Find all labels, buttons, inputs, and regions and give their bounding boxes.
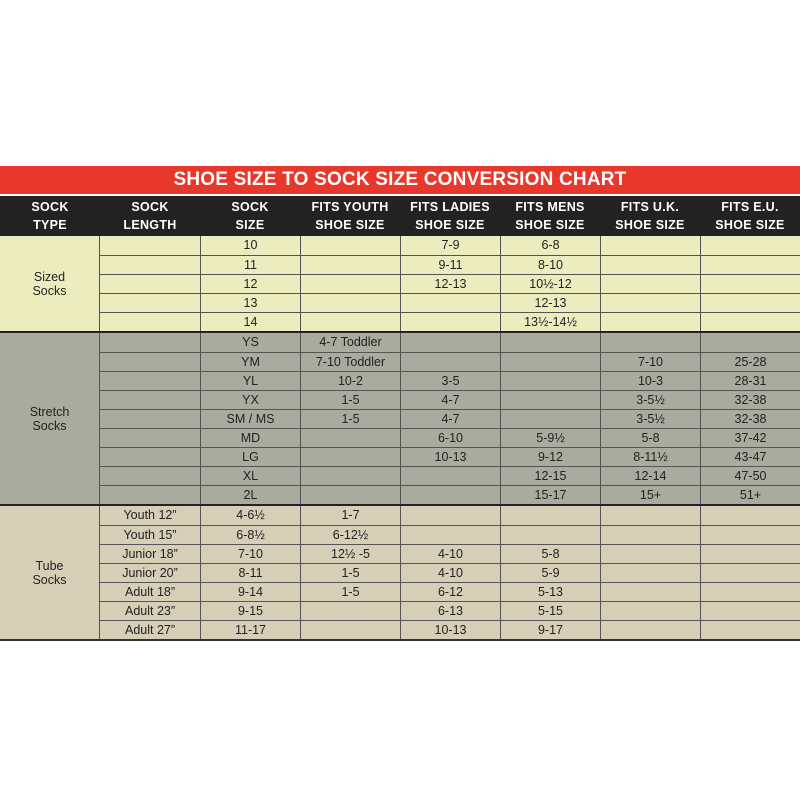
table-cell	[700, 564, 800, 582]
header-label: SHOE SIZE	[415, 218, 485, 232]
sock-type-label: Sized	[33, 269, 66, 284]
table-cell: 9-12	[500, 448, 600, 466]
header-row	[0, 196, 800, 236]
table-cell: 28-31	[700, 372, 800, 390]
header-cell	[200, 196, 300, 236]
table-row	[100, 620, 800, 639]
table-cell	[600, 275, 700, 293]
header-label: LENGTH	[123, 218, 177, 232]
table-cell	[300, 294, 400, 312]
table-cell: 10½-12	[500, 275, 600, 293]
table-cell: 15-17	[500, 486, 600, 504]
table-cell: Youth 12”	[123, 508, 177, 522]
table-cell: 9-15	[200, 602, 300, 620]
table-cell	[100, 275, 200, 293]
table-cell: MD	[200, 429, 300, 447]
table-cell: 15+	[600, 486, 700, 504]
table-row	[100, 255, 800, 274]
table-cell: 9-17	[500, 621, 600, 639]
table-cell: 6-10	[400, 429, 500, 447]
table-cell: 14	[200, 313, 300, 331]
table-cell: 11-17	[200, 621, 300, 639]
table-cell	[100, 256, 200, 274]
table-cell: 6-8½	[200, 526, 300, 544]
table-cell: 5-9	[500, 564, 600, 582]
table-cell	[100, 467, 200, 485]
chart-bottom-border	[0, 639, 800, 641]
table-cell: 4-6½	[200, 506, 300, 525]
table-cell: 10-2	[300, 372, 400, 390]
table-row	[100, 466, 800, 485]
table-cell	[300, 429, 400, 447]
table-cell	[100, 313, 200, 331]
table-cell	[600, 583, 700, 601]
header-cell	[600, 196, 700, 236]
table-cell	[100, 391, 200, 409]
table-cell: 12-15	[500, 467, 600, 485]
table-cell	[400, 467, 500, 485]
table-cell	[400, 526, 500, 544]
table-row	[100, 428, 800, 447]
table-cell: 8-11½	[600, 448, 700, 466]
table-cell	[100, 353, 200, 371]
table-cell	[300, 313, 400, 331]
table-cell: 7-9	[400, 236, 500, 255]
table-cell: 8-10	[500, 256, 600, 274]
table-cell: 9-14	[200, 583, 300, 601]
table-cell: YS	[200, 333, 300, 352]
table-row	[100, 525, 800, 544]
table-cell	[500, 410, 600, 428]
header-label: FITS MENS	[515, 200, 585, 214]
table-cell: 3-5½	[600, 410, 700, 428]
table-cell: 1-5	[300, 583, 400, 601]
header-cell	[300, 196, 400, 236]
header-label: SOCK	[131, 200, 169, 214]
table-cell: 1-5	[300, 410, 400, 428]
table-cell	[300, 621, 400, 639]
table-cell	[600, 236, 700, 255]
table-cell: YX	[200, 391, 300, 409]
table-cell: 12½ -5	[300, 545, 400, 563]
table-cell: 13½-14½	[500, 313, 600, 331]
table-cell	[500, 506, 600, 525]
table-cell: 1-7	[300, 506, 400, 525]
table-cell: 6-8	[500, 236, 600, 255]
table-cell: 32-38	[700, 410, 800, 428]
table-cell	[100, 410, 200, 428]
table-cell	[300, 256, 400, 274]
table-cell: 7-10	[200, 545, 300, 563]
table-row	[100, 352, 800, 371]
table-cell: 5-9½	[500, 429, 600, 447]
table-cell	[500, 526, 600, 544]
table-cell	[300, 275, 400, 293]
table-cell: XL	[200, 467, 300, 485]
table-cell	[400, 333, 500, 352]
table-cell: Junior 20”	[122, 566, 178, 580]
table-cell	[700, 621, 800, 639]
table-cell	[100, 486, 200, 504]
table-cell	[300, 236, 400, 255]
table-cell	[100, 333, 200, 352]
header-label: FITS LADIES	[410, 200, 490, 214]
table-cell	[500, 333, 600, 352]
table-cell: 1-5	[300, 564, 400, 582]
sock-type-label: Stretch	[29, 404, 70, 419]
table-cell	[500, 353, 600, 371]
table-cell: 6-13	[400, 602, 500, 620]
table-row	[100, 371, 800, 390]
sock-type-label: Socks	[32, 418, 67, 433]
table-cell: LG	[200, 448, 300, 466]
table-cell	[100, 448, 200, 466]
table-cell: 9-11	[400, 256, 500, 274]
chart-body	[0, 236, 800, 639]
table-cell	[500, 372, 600, 390]
table-cell	[300, 467, 400, 485]
table-cell: Adult 18”	[124, 585, 176, 599]
sock-group-tube	[0, 504, 800, 639]
table-cell	[600, 545, 700, 563]
table-cell	[400, 486, 500, 504]
table-cell	[600, 256, 700, 274]
sock-type-cell	[0, 506, 100, 639]
table-row	[100, 601, 800, 620]
table-cell	[100, 372, 200, 390]
table-cell: 51+	[700, 486, 800, 504]
sock-type-cell	[0, 333, 100, 504]
table-row	[100, 409, 800, 428]
table-row	[100, 333, 800, 352]
table-cell	[600, 602, 700, 620]
header-cell	[400, 196, 500, 236]
sock-type-cell	[0, 236, 100, 331]
table-row	[100, 293, 800, 312]
table-cell: 11	[200, 256, 300, 274]
table-cell: 4-7	[400, 410, 500, 428]
table-cell: 4-7 Toddler	[300, 333, 400, 352]
header-label: FITS YOUTH	[311, 200, 389, 214]
table-row	[100, 390, 800, 409]
table-cell: 10-13	[400, 621, 500, 639]
table-cell: 5-15	[500, 602, 600, 620]
header-label: SOCK	[231, 200, 269, 214]
table-cell: 2L	[200, 486, 300, 504]
header-label: TYPE	[33, 218, 67, 232]
table-cell	[700, 236, 800, 255]
table-cell: 6-12½	[300, 526, 400, 544]
table-cell	[700, 602, 800, 620]
table-cell: Junior 18”	[122, 547, 178, 561]
header-label: FITS U.K.	[620, 200, 680, 214]
table-cell	[300, 486, 400, 504]
table-cell	[700, 294, 800, 312]
table-cell: 10-13	[400, 448, 500, 466]
table-cell: SM / MS	[200, 410, 300, 428]
table-cell: 5-13	[500, 583, 600, 601]
header-cell	[100, 196, 200, 236]
table-cell: 43-47	[700, 448, 800, 466]
table-cell: 7-10	[600, 353, 700, 371]
sock-group-stretch	[0, 331, 800, 504]
table-cell: 3-5	[400, 372, 500, 390]
table-cell	[400, 506, 500, 525]
table-cell: 4-10	[400, 564, 500, 582]
table-row	[100, 274, 800, 293]
table-cell	[700, 275, 800, 293]
header-label: SIZE	[235, 218, 265, 232]
table-cell: YM	[200, 353, 300, 371]
table-cell: 10	[200, 236, 300, 255]
table-cell	[600, 313, 700, 331]
table-row	[100, 563, 800, 582]
table-cell	[600, 294, 700, 312]
sock-type-label: Tube	[35, 558, 64, 573]
header-label: SHOE SIZE	[515, 218, 585, 232]
table-cell: Adult 27”	[124, 623, 176, 637]
table-cell: 47-50	[700, 467, 800, 485]
table-cell: 12-13	[400, 275, 500, 293]
conversion-chart	[0, 166, 800, 641]
table-cell: 4-7	[400, 391, 500, 409]
header-cell	[700, 196, 800, 236]
header-cell	[0, 196, 100, 236]
table-cell	[100, 294, 200, 312]
table-cell: 25-28	[700, 353, 800, 371]
header-label: SHOE SIZE	[615, 218, 685, 232]
table-row	[100, 544, 800, 563]
chart-title: SHOE SIZE TO SOCK SIZE CONVERSION CHART	[0, 166, 800, 196]
table-cell	[100, 429, 200, 447]
table-row	[100, 506, 800, 525]
table-cell	[700, 333, 800, 352]
table-cell	[700, 506, 800, 525]
table-cell: 12	[200, 275, 300, 293]
table-cell	[100, 236, 200, 255]
table-cell: 8-11	[200, 564, 300, 582]
sock-type-label: Socks	[32, 572, 67, 587]
table-cell	[600, 526, 700, 544]
table-cell	[400, 294, 500, 312]
table-cell: Youth 15”	[123, 528, 177, 542]
sock-group-sized	[0, 236, 800, 331]
table-cell	[400, 313, 500, 331]
table-row	[100, 447, 800, 466]
table-row	[100, 582, 800, 601]
table-cell	[600, 564, 700, 582]
table-cell	[700, 313, 800, 331]
table-cell: 6-12	[400, 583, 500, 601]
table-cell: 3-5½	[600, 391, 700, 409]
table-cell: 32-38	[700, 391, 800, 409]
table-cell	[700, 545, 800, 563]
table-cell	[600, 621, 700, 639]
table-cell: 10-3	[600, 372, 700, 390]
table-cell: 37-42	[700, 429, 800, 447]
table-cell	[300, 448, 400, 466]
table-cell	[300, 602, 400, 620]
header-label: FITS E.U.	[721, 200, 779, 214]
table-cell: 4-10	[400, 545, 500, 563]
table-row	[100, 236, 800, 255]
table-row	[100, 312, 800, 331]
header-cell	[500, 196, 600, 236]
table-cell	[500, 391, 600, 409]
table-cell: 5-8	[500, 545, 600, 563]
table-row	[100, 485, 800, 504]
table-cell: 5-8	[600, 429, 700, 447]
table-cell	[600, 506, 700, 525]
table-cell: 12-14	[600, 467, 700, 485]
table-cell: YL	[200, 372, 300, 390]
table-cell	[700, 256, 800, 274]
header-label: SOCK	[31, 200, 69, 214]
table-cell: Adult 23”	[124, 604, 176, 618]
table-cell	[600, 333, 700, 352]
header-label: SHOE SIZE	[715, 218, 785, 232]
table-cell	[700, 526, 800, 544]
sock-type-label: Socks	[32, 283, 67, 298]
table-cell	[700, 583, 800, 601]
table-cell: 7-10 Toddler	[300, 353, 400, 371]
table-cell: 1-5	[300, 391, 400, 409]
table-cell: 13	[200, 294, 300, 312]
table-cell: 12-13	[500, 294, 600, 312]
table-cell	[400, 353, 500, 371]
header-label: SHOE SIZE	[315, 218, 385, 232]
